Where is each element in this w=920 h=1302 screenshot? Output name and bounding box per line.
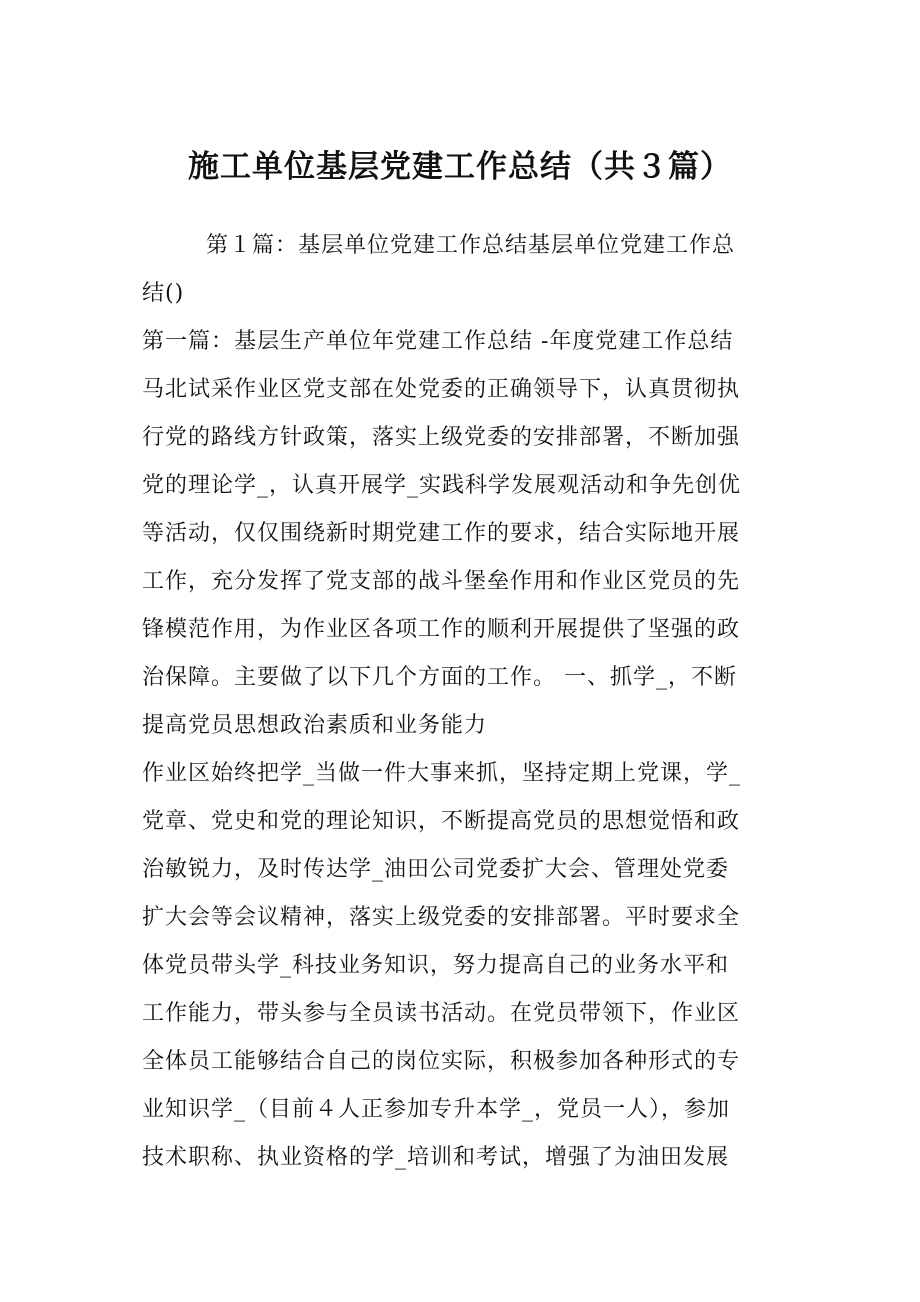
paragraph-line: 治敏锐力，及时传达学_油田公司党委扩大会、管理处党委: [142, 857, 730, 882]
document-title: 施工单位基层党建工作总结（共３篇）: [188, 149, 732, 185]
paragraph-line: 体党员带头学_科技业务知识，努力提高自己的业务水平和: [142, 953, 730, 978]
paragraph-line: 作业区始终把学_当做一件大事来抓，坚持定期上党课，学_: [142, 761, 742, 786]
paragraph-line: 等活动，仅仅围绕新时期党建工作的要求，结合实际地开展: [142, 521, 741, 546]
paragraph-line: 工作能力，带头参与全员读书活动。在党员带领下，作业区: [142, 1001, 741, 1026]
paragraph-line: 锋模范作用，为作业区各项工作的顺利开展提供了坚强的政: [142, 617, 741, 642]
paragraph-line: 党章、党史和党的理论知识，不断提高党员的思想觉悟和政: [142, 809, 741, 834]
paragraph-line: 扩大会等会议精神，落实上级党委的安排部署。平时要求全: [142, 905, 741, 930]
paragraph-line: 行党的路线方针政策，落实上级党委的安排部署，不断加强: [142, 425, 741, 450]
paragraph-line: 结(): [142, 281, 185, 306]
paragraph-line: 马北试采作业区党支部在处党委的正确领导下，认真贯彻执: [142, 377, 741, 402]
paragraph-line: 工作，充分发挥了党支部的战斗堡垒作用和作业区党员的先: [142, 569, 741, 594]
paragraph-line: 第一篇：基层生产单位年党建工作总结 -年度党建工作总结: [142, 329, 734, 354]
paragraph-line: 业知识学_（目前４人正参加专升本学_，党员一人），参加: [142, 1097, 731, 1122]
paragraph-line: 第１篇：基层单位党建工作总结基层单位党建工作总: [206, 233, 736, 258]
paragraph-line: 治保障。主要做了以下几个方面的工作。 一、抓学_，不断: [142, 665, 737, 690]
document-body: [142, 222, 792, 1182]
paragraph-line: 党的理论学_，认真开展学_实践科学发展观活动和争先创优: [142, 473, 742, 498]
paragraph-line: 提高党员思想政治素质和业务能力: [142, 713, 488, 738]
paragraph-line: 技术职称、执业资格的学_培训和考试，增强了为油田发展: [142, 1145, 730, 1170]
paragraph-line: 全体员工能够结合自己的岗位实际，积极参加各种形式的专: [142, 1049, 741, 1074]
